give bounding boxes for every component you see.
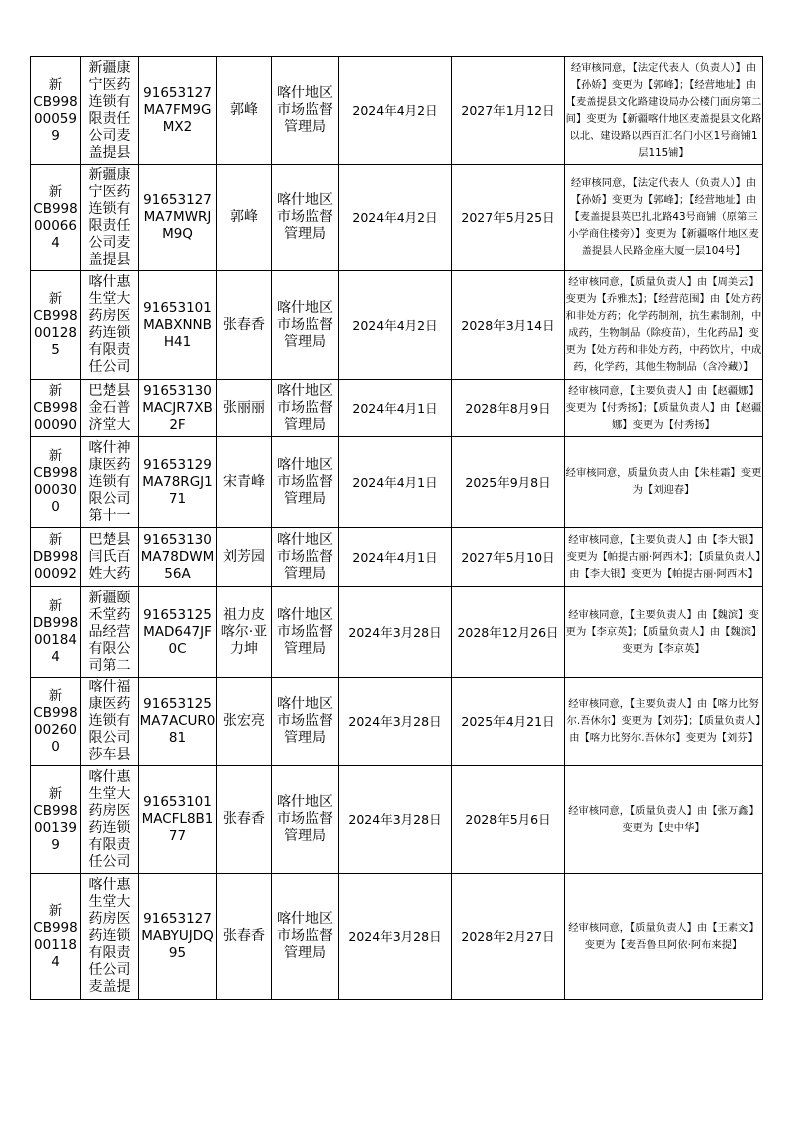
- credit-code: 91653125 MAD647JF 0C: [139, 587, 217, 678]
- valid-until-date: 2025年9月8日: [452, 437, 565, 528]
- change-note: 经审核同意，【法定代表人（负责人）】由【孙娇】变更为【郭峰】；【经营地址】由【麦盖提县文化路建设局办公楼门面房第二间】变更为【新疆喀什地区麦盖提县文化路以北、建设路以西百汇名门小区1号商铺1层115铺】: [565, 57, 763, 165]
- change-note: 经审核同意，【质量负责人】由【周美云】变更为【乔雅杰】；【经营范围】由【处方药和非处方药；化学药制剂，抗生素制剂，中成药，生物制品（除疫苗），生化药品】变更为【处方药和非处方药，中药饮片，中成药，化学药，其他生物制品（含冷藏）】: [565, 271, 763, 380]
- valid-until-date: 2028年2月27日: [452, 874, 565, 1000]
- license-number: 新 CB998 00139 9: [31, 766, 81, 874]
- credit-code: 91653127 MA7MWRJ M9Q: [139, 165, 217, 271]
- company-name: 喀什福 康医药 连锁有 限公司 莎车县: [81, 678, 139, 766]
- table-row: [31, 380, 763, 437]
- issuing-authority: 喀什地区 市场监督 管理局: [272, 678, 339, 766]
- change-note: 经审核同意，【主要负责人】由【魏滨】变更为【李京英】；【质量负责人】由【魏滨】变更为【李京英】: [565, 587, 763, 678]
- credit-code: 91653125 MA7ACUR0 81: [139, 678, 217, 766]
- table-row: [31, 528, 763, 587]
- issuing-authority: 喀什地区 市场监督 管理局: [272, 380, 339, 437]
- responsible-person: 祖力皮 喀尔·亚 力坤: [217, 587, 272, 678]
- issuing-authority: 喀什地区 市场监督 管理局: [272, 57, 339, 165]
- change-date: 2024年4月1日: [339, 380, 452, 437]
- license-change-table: [30, 56, 763, 1000]
- credit-code: 91653130 MA78DWM 56A: [139, 528, 217, 587]
- change-note: 经审核同意，【质量负责人】由【张万鑫】变更为【史中华】: [565, 766, 763, 874]
- company-name: 喀什惠 生堂大 药房医 药连锁 有限责 任公司 麦盖提: [81, 874, 139, 1000]
- change-date: 2024年4月1日: [339, 528, 452, 587]
- company-name: 喀什惠 生堂大 药房医 药连锁 有限责 任公司: [81, 766, 139, 874]
- company-name: 新疆康 宁医药 连锁有 限责任 公司麦 盖提县: [81, 57, 139, 165]
- issuing-authority: 喀什地区 市场监督 管理局: [272, 874, 339, 1000]
- change-date: 2024年3月28日: [339, 874, 452, 1000]
- valid-until-date: 2028年8月9日: [452, 380, 565, 437]
- change-note: 经审核同意，【法定代表人（负责人）】由【孙娇】变更为【郭峰】；【经营地址】由【麦盖提县英巴扎北路43号商铺（原第三小学商住楼旁）】变更为【新疆喀什地区麦盖提县人民路金座大厦一层104号】: [565, 165, 763, 271]
- valid-until-date: 2027年1月12日: [452, 57, 565, 165]
- credit-code: 91653127 MABYUJDQ 95: [139, 874, 217, 1000]
- change-note: 经审核同意，【质量负责人】由【王素文】变更为【麦吾鲁旦阿依·阿布来提】: [565, 874, 763, 1000]
- credit-code: 91653130 MACJR7XB 2F: [139, 380, 217, 437]
- company-name: 新疆颐 禾堂药 品经营 有限公 司第二: [81, 587, 139, 678]
- table-row: [31, 57, 763, 165]
- change-note: 经审核同意，【主要负责人】由【赵疆娜】变更为【付秀扬】；【质量负责人】由【赵疆娜】变更为【付秀扬】: [565, 380, 763, 437]
- responsible-person: 张春香: [217, 271, 272, 380]
- company-name: 巴楚县 金石普 济堂大: [81, 380, 139, 437]
- valid-until-date: 2025年4月21日: [452, 678, 565, 766]
- table-row: [31, 437, 763, 528]
- credit-code: 91653127 MA7FM9G MX2: [139, 57, 217, 165]
- change-note: 经审核同意，【主要负责人】由【李大银】变更为【帕提古丽·阿西木】；【质量负责人】由【李大银】变更为【帕提古丽·阿西木】: [565, 528, 763, 587]
- change-date: 2024年3月28日: [339, 678, 452, 766]
- license-number: 新 DB998 00092: [31, 528, 81, 587]
- valid-until-date: 2028年12月26日: [452, 587, 565, 678]
- change-date: 2024年4月2日: [339, 165, 452, 271]
- table-row: [31, 766, 763, 874]
- license-number: 新 CB998 00059 9: [31, 57, 81, 165]
- change-date: 2024年3月28日: [339, 587, 452, 678]
- change-note: 经审核同意，【主要负责人】由【喀力比努尔.吾休尔】变更为【刘芬】；【质量负责人】由【喀力比努尔.吾休尔】变更为【刘芬】: [565, 678, 763, 766]
- license-number: 新 CB998 00066 4: [31, 165, 81, 271]
- valid-until-date: 2027年5月25日: [452, 165, 565, 271]
- issuing-authority: 喀什地区 市场监督 管理局: [272, 437, 339, 528]
- responsible-person: 张春香: [217, 874, 272, 1000]
- responsible-person: 郭峰: [217, 165, 272, 271]
- table-row: [31, 678, 763, 766]
- table-row: [31, 874, 763, 1000]
- credit-code: 91653101 MABXNNB H41: [139, 271, 217, 380]
- license-number: 新 CB998 00090: [31, 380, 81, 437]
- issuing-authority: 喀什地区 市场监督 管理局: [272, 271, 339, 380]
- license-number: 新 CB998 00118 4: [31, 874, 81, 1000]
- license-number: 新 DB998 00184 4: [31, 587, 81, 678]
- valid-until-date: 2028年5月6日: [452, 766, 565, 874]
- valid-until-date: 2027年5月10日: [452, 528, 565, 587]
- credit-code: 91653101 MACFL8B1 77: [139, 766, 217, 874]
- responsible-person: 郭峰: [217, 57, 272, 165]
- change-date: 2024年4月2日: [339, 271, 452, 380]
- license-number: 新 CB998 00128 5: [31, 271, 81, 380]
- responsible-person: 张宏亮: [217, 678, 272, 766]
- change-date: 2024年4月2日: [339, 57, 452, 165]
- change-date: 2024年4月1日: [339, 437, 452, 528]
- responsible-person: 宋青峰: [217, 437, 272, 528]
- responsible-person: 刘芳园: [217, 528, 272, 587]
- license-number: 新 CB998 00030 0: [31, 437, 81, 528]
- company-name: 喀什惠 生堂大 药房医 药连锁 有限责 任公司: [81, 271, 139, 380]
- responsible-person: 张丽丽: [217, 380, 272, 437]
- table-row: [31, 165, 763, 271]
- company-name: 巴楚县 闫氏百 姓大药: [81, 528, 139, 587]
- company-name: 新疆康 宁医药 连锁有 限责任 公司麦 盖提县: [81, 165, 139, 271]
- license-number: 新 CB998 00260 0: [31, 678, 81, 766]
- issuing-authority: 喀什地区 市场监督 管理局: [272, 587, 339, 678]
- table-row: [31, 271, 763, 380]
- issuing-authority: 喀什地区 市场监督 管理局: [272, 766, 339, 874]
- issuing-authority: 喀什地区 市场监督 管理局: [272, 528, 339, 587]
- valid-until-date: 2028年3月14日: [452, 271, 565, 380]
- company-name: 喀什神 康医药 连锁有 限公司 第十一: [81, 437, 139, 528]
- issuing-authority: 喀什地区 市场监督 管理局: [272, 165, 339, 271]
- change-note: 经审核同意，质量负责人由【朱桂霜】变更为【刘迎春】: [565, 437, 763, 528]
- table-row: [31, 587, 763, 678]
- change-date: 2024年3月28日: [339, 766, 452, 874]
- responsible-person: 张春香: [217, 766, 272, 874]
- credit-code: 91653129 MA78RGJ1 71: [139, 437, 217, 528]
